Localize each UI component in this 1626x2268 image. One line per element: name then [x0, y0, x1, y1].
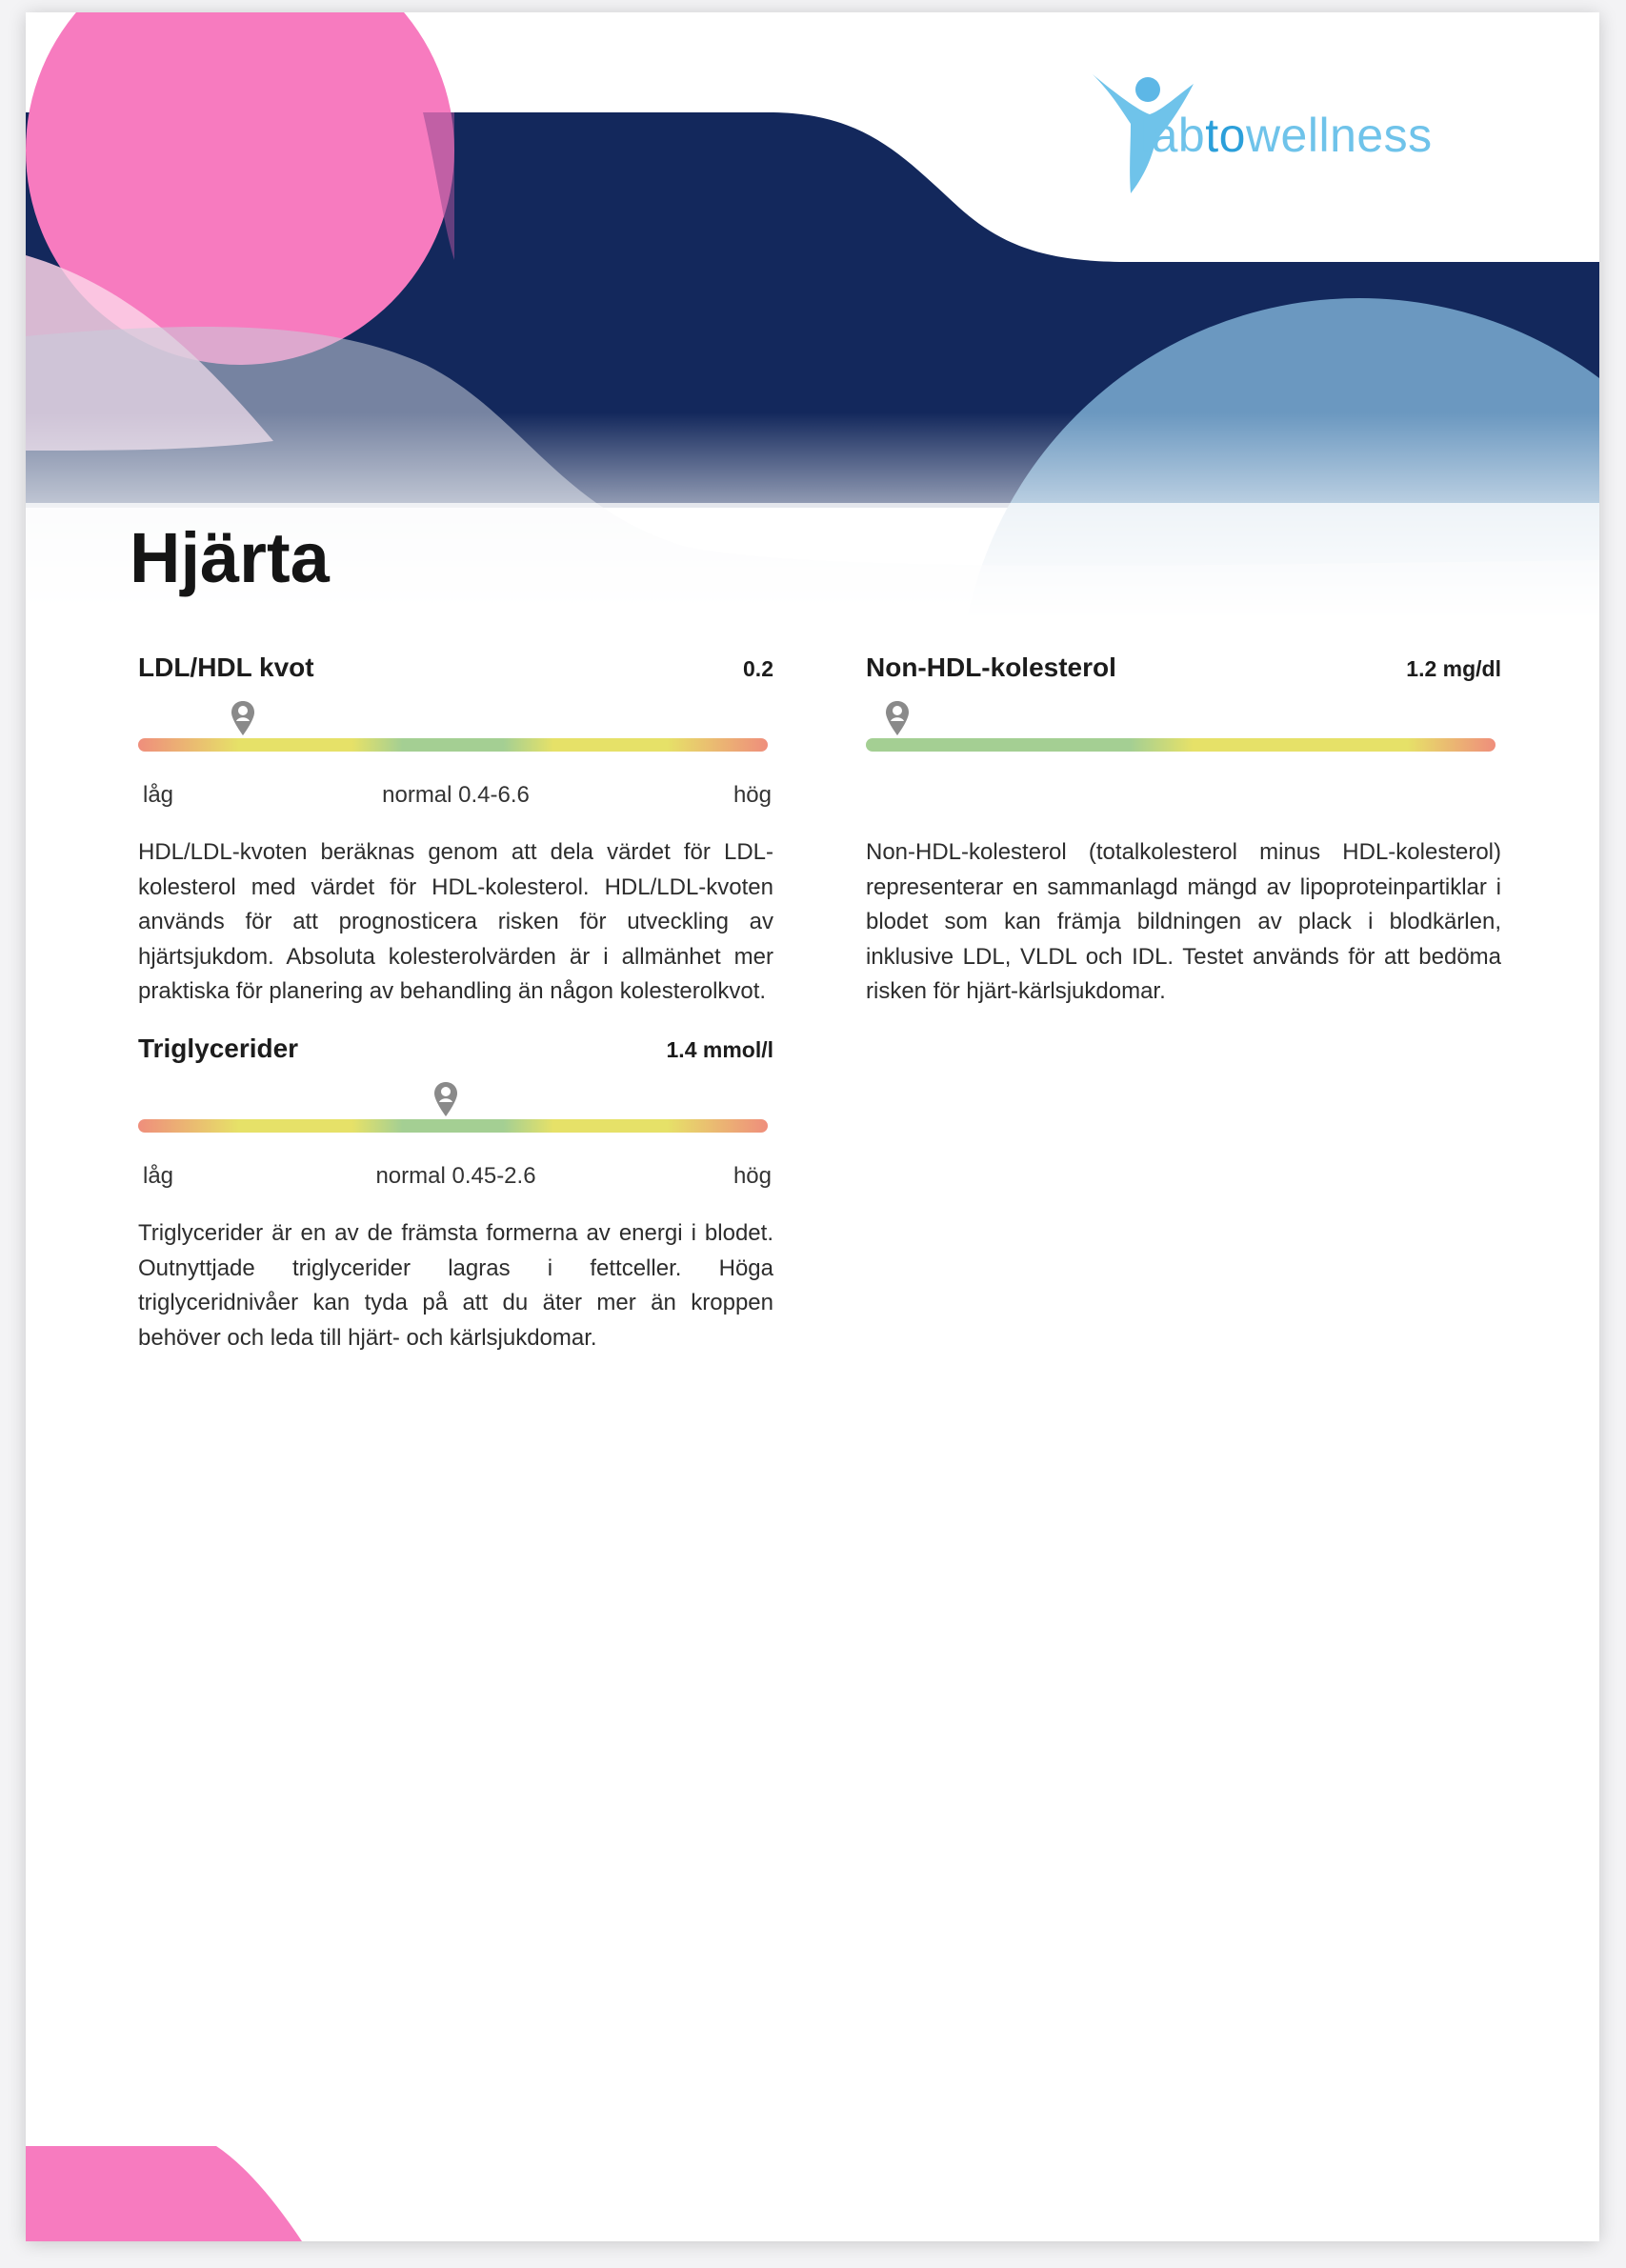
range-bar	[138, 1119, 768, 1133]
location-pin-icon	[885, 700, 910, 736]
marker-description: Non-HDL-kolesterol (totalkolesterol minus HDL-kolesterol) representerar en sammanlagd mängd av lipoproteinpartiklar i blodet som kan främja bildningen av plack i blodkärlen, inklusive LDL, VLDL och IDL. Testet används för att bedöma risken för hjärt-kärlsjukdomar.	[866, 839, 1501, 1004]
range-labels	[138, 782, 773, 814]
marker-description: Triglycerider är en av de främsta formerna av energi i blodet. Outnyttjade triglycerider lagras i fettceller. Höga triglyceridnivåer kan tyda på att du äter mer än kroppen behöver och leda till hjärt- och kärlsjukdomar.	[138, 1220, 773, 1351]
page-title: Hjärta	[130, 518, 330, 597]
range-bar	[866, 738, 1496, 752]
high-label: hög	[733, 782, 772, 808]
low-label: låg	[143, 782, 174, 808]
range-scale	[138, 1077, 773, 1154]
location-pin-icon	[433, 1081, 458, 1117]
range-labels	[138, 1163, 773, 1195]
high-label: hög	[733, 1163, 772, 1189]
range-bar	[138, 738, 768, 752]
range-scale	[138, 696, 773, 773]
marker-value: 0.2	[743, 656, 773, 681]
normal-range-label: normal 0.4-6.6	[382, 782, 530, 808]
location-pin-icon	[231, 700, 255, 736]
marker-name: Non-HDL-kolesterol	[866, 652, 1116, 682]
low-label: låg	[143, 1163, 174, 1189]
report-page	[26, 12, 1599, 2241]
range-scale	[866, 696, 1501, 773]
marker-name: LDL/HDL kvot	[138, 652, 314, 682]
marker-card-non-hdl	[866, 652, 1501, 1010]
marker-card-triglycerides	[138, 1034, 773, 1355]
marker-name: Triglycerider	[138, 1034, 299, 1063]
footer-decoration	[26, 2146, 311, 2241]
range-labels	[866, 782, 1501, 814]
marker-card-ldl-hdl	[138, 652, 773, 1010]
brand-logo-text: labtowellness	[1140, 109, 1433, 162]
normal-range-label: normal 0.45-2.6	[375, 1163, 536, 1189]
marker-value: 1.2 mg/dl	[1406, 656, 1501, 681]
marker-value: 1.4 mmol/l	[666, 1037, 773, 1062]
marker-description: HDL/LDL-kvoten beräknas genom att dela värdet för LDL-kolesterol med värdet för HDL-kolesterol. HDL/LDL-kvoten används för att prognosticera risken för utveckling av hjärtsjukdom. Absoluta kolesterolvärden är i allmänhet mer praktiska för planering av behandling än någon kolesterolkvot.	[138, 839, 773, 1004]
